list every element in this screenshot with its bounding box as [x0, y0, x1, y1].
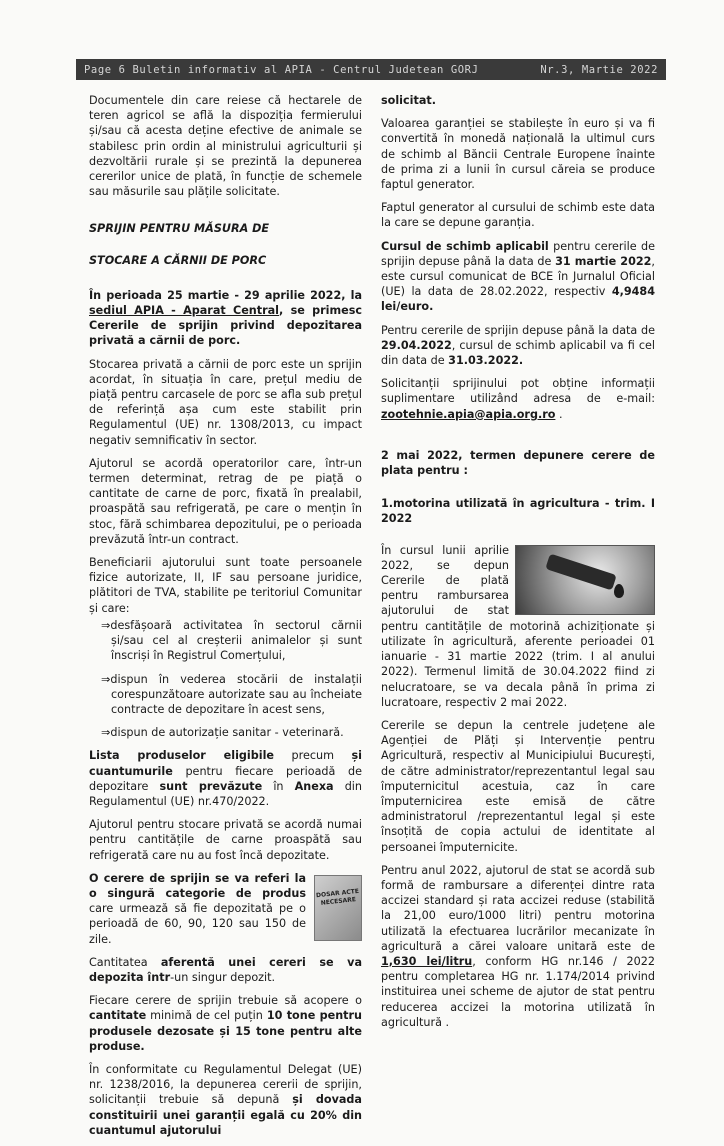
header-issue: Nr.3, Martie 2022: [540, 63, 658, 76]
paragraph: Stocarea privată a cărnii de porc este un sprijin acordat, în situația în care, prețul mediu de piață pentru carcasele de porc se afla sub prețul de referință așa cum este stabilit prin Regulamentul (UE) nr. 1308/2013, cu impact negativ semnificativ în sector.: [89, 357, 362, 447]
paragraph: Valoarea garanției se stabilește în euro și va fi convertită în monedă națională la ultimul curs de schimb al Băncii Centrale Europene înainte de prima zi a lunii în cursul căreia se produce faptul generator.: [381, 117, 655, 192]
paragraph-guarantee: [89, 1062, 362, 1138]
text: O cerere de sprijin se va referi la o singură categorie de produs: [89, 871, 306, 900]
text: Solicitanții sprijinului pot obține informații suplimentare utilizând adresa de e-mail:: [381, 377, 655, 406]
text: Cantitatea: [89, 955, 161, 969]
link-text: sediul APIA - Aparat Central: [89, 304, 280, 318]
text: în: [262, 779, 295, 793]
paragraph-exchange-rate: [381, 239, 655, 315]
text: 1,630 lei/litru: [381, 954, 473, 968]
text: , se primesc Cererile de sprijin privind depozitarea privată a cărnii de porc.: [89, 304, 363, 348]
text: Fiecare cerere de sprijin trebuie să acopere o: [89, 994, 362, 1008]
list-item: ⇒dispun în vederea stocării de instalații corespunzătoare autorizate sau au încheiate contracte de depozitare în acest sens,: [101, 672, 362, 716]
text: , cursul de schimb aplicabil va fi cel din data de: [381, 338, 655, 368]
paragraph-period: [89, 288, 362, 349]
text: 29.04.2022: [381, 338, 452, 352]
paragraph-eligible: [89, 748, 362, 809]
text: În conformitate cu Regulamentul Delegat (UE) nr. 1238/2016, la depunerea cererii de sprijin, solicitanții trebuie să depună: [89, 1062, 362, 1107]
text: minimă de cel puțin: [146, 1009, 267, 1023]
text: și cuantumurile: [89, 749, 362, 778]
section-heading-line-1: SPRIJIN PENTRU MĂSURA DE: [89, 222, 270, 236]
text: , este cursul comunicat de BCE în Jurnalul Oficial (UE) la data de 28.02.2022, respectiv: [381, 254, 655, 299]
text: Cursul de schimb aplicabil: [381, 239, 549, 253]
text: pentru cererile de sprijin depuse până la data de: [381, 239, 655, 268]
text: aferentă unei cereri se va depozita într: [89, 955, 362, 984]
text: , conform HG nr.146 / 2022 pentru completarea HG nr. 1.174/2014 privind instituirea unei scheme de ajutor de stat pentru reducerea accizei la motorina utilizată în agricultură .: [381, 954, 655, 1029]
paragraph: Faptul generator al cursului de schimb este data la care se depune garanția.: [381, 201, 655, 230]
text: 31 martie 2022: [555, 254, 652, 268]
text: și dovada constituirii unei garanții egală cu 20% din cuantumul ajutorului: [89, 1093, 362, 1137]
fuel-pump-image: [515, 545, 655, 615]
email-link[interactable]: zootehnie.apia@apia.org.ro: [381, 407, 556, 421]
list-item: ⇒desfășoară activitatea în sectorul cărnii și/sau cel al creșterii animalelor și sunt înscriși în Registrul Comerțului,: [101, 618, 362, 663]
paragraph: În cursul lunii aprilie 2022, se depun Cererile de plată pentru rambursarea ajutorului de stat pentru cantitățile de motorină achiziționate și utilizate în agricultură, aferente perioadei 01 ianuarie - 31 martie 2022 (trim. I al anului 2022). Termenul limită de 30.04.2022 fiind zi nelucratoare, se va decala până în prima zi lucratoare, respectiv 2 mai 2022.: [381, 543, 655, 709]
left-column: [89, 93, 362, 1146]
paragraph-aid-value: [381, 863, 655, 1030]
fuel-drop-icon: [614, 584, 624, 598]
text: În perioada 25 martie - 29 aprilie 2022, la: [89, 288, 362, 302]
text: din Regulamentul (UE) nr.470/2022.: [89, 779, 363, 808]
text: Pentru cererile de sprijin depuse până la data de: [381, 323, 655, 337]
paragraph: Documentele din care reiese că hectarele de teren agricol se află la dispoziția fermierului și/sau că acesta deține efective de animale se stabilesc prin ordin al ministrului agriculturii și dezvoltării rurale și se prezintă la depunerea cererilor unice de plată, în funcție de schemele sau măsurile sau plățile solicitate.: [89, 94, 362, 199]
page-header-bar: [76, 59, 666, 80]
paragraph: Beneficiarii ajutorului sunt toate persoanele fizice autorizate, II, IF sau persoane juridice, plătitori de TVA, stabilite pe teritoriul Comunitar și care:: [89, 556, 362, 615]
image-label: DOSAR ACTE NECESARE: [315, 887, 360, 907]
text: sunt prevăzute: [159, 779, 263, 793]
text: 31.03.2022.: [448, 354, 524, 368]
text: .: [555, 407, 563, 421]
text: Pentru anul 2022, ajutorul de stat se acordă sub formă de rambursare a diferenței dintre rata accizei standard și rata accizei reduse (stabilită la 21,00 euro/1000 litri) pentru motorina utilizată la efectuarea lucrărilor mecanizate în agricultură a cărei valoare unitară este de: [381, 863, 655, 953]
section-heading-line-2: STOCARE A CĂRNII DE PORC: [89, 253, 267, 267]
nozzle-icon: [545, 553, 617, 590]
text: precum: [274, 749, 352, 763]
text: care urmează să fie depozitată pe o perioadă de 60, 90, 120 sau 150 de zile.: [89, 902, 306, 946]
header-left-text: Page 6 Buletin informativ al APIA - Centrul Judetean GORJ: [84, 63, 479, 76]
paragraph: Ajutorul pentru stocare privată se acordă numai pentru cantitățile de carne proaspătă sau refrigerată care nu au fost încă depozitate.: [89, 818, 362, 862]
text: -un singur depozit.: [170, 970, 276, 984]
text: 10 tone pentru produsele dezosate și 15 tone pentru alte produse.: [89, 1009, 362, 1053]
paragraph: Ajutorul se acordă operatorilor care, într-un termen determinat, retrag de pe piață o cantitate de carne de porc, fixată în prealabil, proaspătă sau refrigerată, pe care o mențin în stoc, fără schimbarea depozitului, pe o perioada prevăzută într-un contract.: [89, 456, 362, 546]
right-column: [381, 93, 655, 1038]
paragraph-quantity: [89, 955, 362, 985]
text: cantitate: [89, 1009, 147, 1023]
motorina-title: 1.motorina utilizată în agricultura - trim. I 2022: [381, 497, 655, 526]
paragraph-contact: [381, 376, 655, 422]
paragraph-april-rate: [381, 323, 655, 369]
paragraph: Cererile se depun la centrele județene ale Agenției de Plăți și Intervenție pentru Agricultură, respectiv al Municipiului București, de către administrator/reprezentantul legal sau împuternicitul acestuia, caz în care împuternicirea este emisă de către administratorul /reprezentantul legal și este însoțită de copia actului de identitate al persoanei împuternicite.: [381, 718, 655, 854]
list-item: ⇒dispun de autorizație sanitar - veterinară.: [101, 726, 344, 740]
text: pentru fiecare perioadă de depozitare: [89, 764, 362, 793]
text: 4,9484 lei/euro.: [381, 285, 655, 314]
text: Anexa: [294, 779, 334, 793]
deadline-title: 2 mai 2022, termen depunere cerere de plata pentru :: [381, 448, 655, 478]
paragraph: solicitat.: [381, 94, 436, 107]
dosar-image: [314, 875, 362, 941]
text: Lista produselor eligibile: [89, 749, 275, 763]
